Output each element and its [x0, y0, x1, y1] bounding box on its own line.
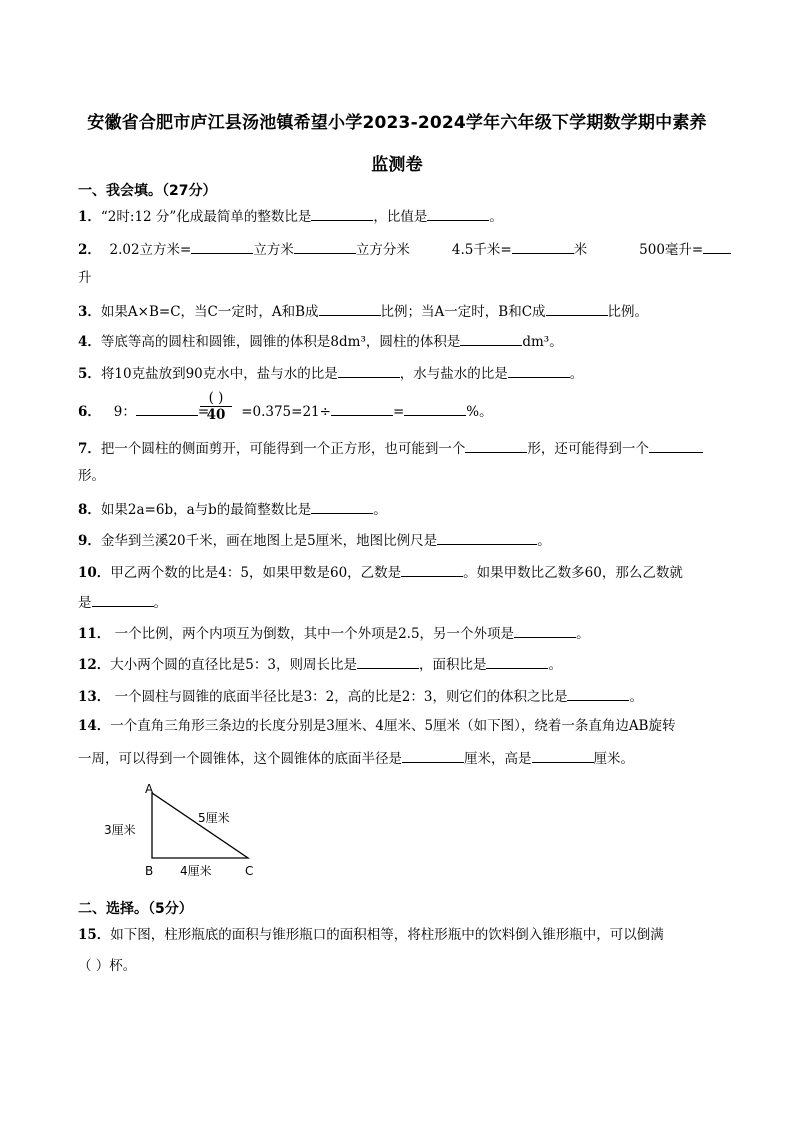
question-number: 14． — [78, 718, 111, 734]
question-text: 一周，可以得到一个圆锥体，这个圆锥体的底面半径是 — [78, 751, 402, 767]
question-text: 等底等高的圆柱和圆锥，圆锥的体积是8dm³，圆柱的体积是 — [100, 334, 461, 350]
answer-blank[interactable] — [649, 437, 703, 453]
answer-blank[interactable] — [460, 330, 522, 346]
question-text: 厘米，高是 — [464, 751, 532, 767]
answer-blank[interactable] — [404, 400, 466, 416]
answer-blank[interactable] — [311, 205, 373, 221]
question-text: 。 — [489, 209, 503, 225]
fraction — [197, 390, 232, 423]
answer-blank[interactable] — [486, 653, 548, 669]
question-8 — [78, 498, 748, 520]
answer-blank[interactable] — [427, 205, 489, 221]
exam-title-line1: 安徽省合肥市庐江县汤池镇希望小学2023-2024学年六年级下学期数学期中素养 — [87, 113, 707, 133]
question-text: =0.375=21÷ — [241, 404, 331, 420]
question-2 — [78, 238, 748, 260]
question-14-cont — [78, 747, 748, 769]
question-text: 厘米。 — [593, 751, 634, 767]
question-13 — [78, 685, 748, 707]
side-bc-label: 4厘米 — [180, 864, 212, 878]
question-number: 11． — [78, 626, 111, 642]
fraction-numerator[interactable]: ( ) — [200, 390, 232, 407]
question-number: 10． — [78, 565, 111, 581]
answer-blank[interactable] — [401, 561, 463, 577]
question-text: 。如果甲数比乙数多60，那么乙数就 — [463, 565, 683, 581]
question-text: 一个比例，两个内项互为倒数，其中一个外项是2.5，另一个外项是 — [110, 626, 515, 642]
question-5 — [78, 362, 748, 384]
question-text: 。 — [373, 502, 387, 518]
question-10-cont — [78, 591, 748, 613]
question-6 — [78, 400, 748, 422]
answer-blank[interactable] — [703, 238, 731, 254]
answer-blank[interactable] — [338, 362, 400, 378]
question-text: ，面积比是 — [418, 657, 487, 673]
answer-blank[interactable] — [402, 747, 464, 763]
side-ac-label: 5厘米 — [198, 811, 230, 825]
question-text: 如果A×B=C，当C一定时，A和B成 — [100, 304, 319, 320]
question-15 — [78, 925, 748, 945]
question-text: 形，还可能得到一个 — [527, 441, 649, 457]
question-text: 。 — [629, 689, 643, 705]
question-text: 。 — [576, 626, 590, 642]
question-text: ，水与盐水的比是 — [399, 366, 508, 382]
question-text: 立方分米 — [355, 242, 410, 258]
vertex-c-label: C — [245, 864, 254, 878]
question-text: 500毫升= — [639, 242, 704, 258]
answer-blank[interactable] — [331, 400, 393, 416]
question-text: 。 — [153, 595, 167, 611]
question-text: 如果2a=6b，a与b的最简整数比是 — [100, 502, 312, 518]
answer-blank[interactable] — [567, 685, 629, 701]
question-text: 9： — [113, 404, 136, 420]
question-text: 4.5千米= — [451, 242, 512, 258]
question-text: （ ）杯。 — [78, 958, 137, 974]
question-10 — [78, 561, 748, 583]
question-text: 将10克盐放到90克水中，盐与水的比是 — [100, 366, 338, 382]
question-15-cont — [78, 956, 748, 976]
question-7-cont — [78, 466, 748, 486]
question-text: 升 — [78, 270, 92, 286]
question-text: ，比值是 — [373, 209, 428, 225]
question-text: 。 — [548, 657, 562, 673]
question-text: = — [392, 404, 405, 420]
answer-blank[interactable] — [508, 362, 570, 378]
question-number: 4． — [78, 334, 101, 350]
answer-blank[interactable] — [512, 238, 574, 254]
question-number: 5． — [78, 366, 101, 382]
answer-blank[interactable] — [357, 653, 419, 669]
question-text: “2时:12 分”化成最简单的整数比是 — [100, 209, 312, 225]
question-number: 3． — [78, 304, 101, 320]
question-text: 大小两个圆的直径比是5：3，则周长比是 — [110, 657, 357, 673]
question-text: 2.02立方米= — [109, 242, 192, 258]
question-14 — [78, 716, 748, 736]
question-text: 。 — [569, 366, 584, 382]
question-text: 米 — [573, 242, 588, 258]
answer-blank[interactable] — [437, 529, 537, 545]
question-number: 7． — [78, 441, 101, 457]
question-number: 8． — [78, 502, 101, 518]
question-number: 1． — [78, 209, 101, 225]
question-text: 一个直角三角形三条边的长度分别是3厘米、4厘米、5厘米（如下图），绕着一条直角边AB旋转 — [110, 718, 676, 734]
answer-blank[interactable] — [532, 747, 594, 763]
question-number: 13． — [78, 689, 111, 705]
question-text: dm³。 — [522, 334, 563, 350]
answer-blank[interactable] — [311, 498, 373, 514]
question-text: 一个圆柱与圆锥的底面半径比是3：2，高的比是2：3，则它们的体积之比是 — [110, 689, 568, 705]
question-2-cont — [78, 268, 748, 288]
question-number: 15． — [78, 927, 111, 943]
question-3 — [78, 300, 748, 322]
question-text: 。 — [537, 533, 551, 549]
question-text: %。 — [466, 404, 493, 420]
question-number: 12． — [78, 657, 111, 673]
section-heading-fill: 一、我会填。（27分） — [78, 183, 217, 199]
question-text: 甲乙两个数的比是4：5，如果甲数是60，乙数是 — [110, 565, 402, 581]
question-text: 是 — [78, 595, 92, 611]
question-text: = — [197, 404, 210, 420]
question-text: 把一个圆柱的侧面剪开，可能得到一个正方形，也可能到一个 — [100, 441, 466, 457]
question-text: 立方米 — [253, 242, 294, 258]
question-9 — [78, 529, 748, 551]
question-7 — [78, 437, 748, 459]
question-number: 9． — [78, 533, 101, 549]
answer-blank[interactable] — [92, 591, 154, 607]
exam-title-line2: 监测卷 — [371, 155, 423, 175]
answer-blank[interactable] — [136, 400, 198, 416]
question-text: 形。 — [78, 468, 105, 484]
answer-blank[interactable] — [294, 238, 356, 254]
question-4 — [78, 330, 748, 352]
section-heading-choice: 二、选择。（5分） — [78, 901, 193, 917]
fraction-denominator: 40 — [206, 407, 226, 423]
vertex-b-label: B — [145, 864, 154, 878]
question-text: 如下图，柱形瓶底的面积与锥形瓶口的面积相等，将柱形瓶中的饮料倒入锥形瓶中，可以倒满 — [110, 927, 664, 943]
answer-blank[interactable] — [514, 622, 576, 638]
answer-blank[interactable] — [465, 437, 527, 453]
question-text: 金华到兰溪20千米，画在地图上是5厘米，地图比例尺是 — [100, 533, 438, 549]
question-11 — [78, 622, 748, 644]
question-1 — [78, 205, 748, 227]
question-12 — [78, 653, 748, 675]
answer-blank[interactable] — [319, 300, 381, 316]
vertex-a-label: A — [145, 782, 154, 796]
answer-blank[interactable] — [191, 238, 253, 254]
question-number: 6． — [78, 404, 101, 420]
answer-blank[interactable] — [546, 300, 608, 316]
side-ab-label: 3厘米 — [104, 823, 136, 837]
question-text: 比例。 — [607, 304, 649, 320]
question-number: 2． — [78, 242, 101, 258]
question-text: 比例；当A一定时，B和C成 — [380, 304, 546, 320]
